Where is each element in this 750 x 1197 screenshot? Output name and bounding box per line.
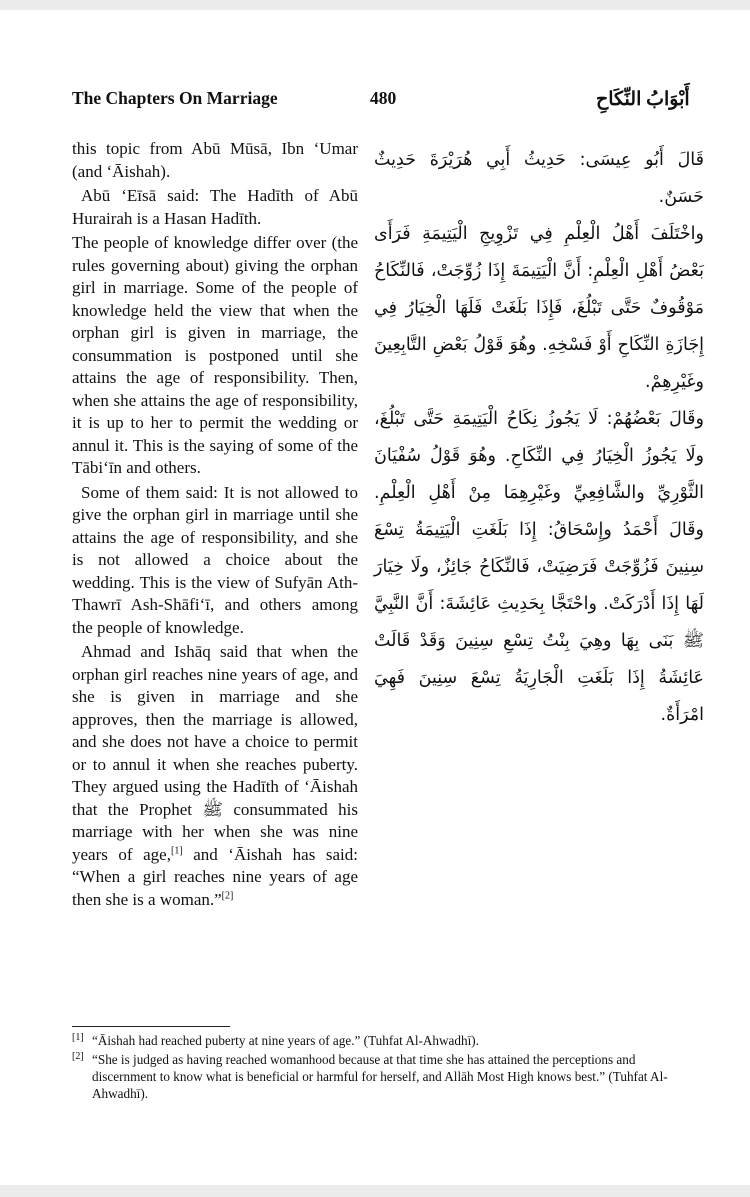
footnote-mark: [2]	[72, 1051, 84, 1062]
english-column	[72, 138, 358, 913]
english-paragraph: The people of knowledge differ over (the rules governing about) giving the orphan girl in marriage. Some of the people of knowledge held the view that when the orphan girl is given in marriage, the consummation is postponed until she attains the age of responsibility. Then, when she attains the age of responsibility, it is up to her to permit the wedding or annul it. This is the saying of some of the Tābi‘īn and others.	[72, 233, 358, 477]
english-paragraph: this topic from Abū Mūsā, Ibn ‘Umar (and ‘Āishah).	[72, 139, 358, 181]
footnote-text: “She is judged as having reached womanhood because at that time she has attained the perceptions and discernment to know what is beneficial or harmful for herself, and Allāh Most High knows best.” (Tuhfat Al-Ahwadhī).	[92, 1052, 668, 1101]
book-page	[0, 10, 750, 1185]
page-number: 480	[370, 88, 397, 108]
footnote	[72, 1051, 702, 1102]
arabic-paragraph: وقَالَ بَعْضُهُمْ: لَا يَجُوزُ نِكَاحُ الْيَتِيمَةِ حَتَّى تَبْلُغَ، ولَا يَجُوزُ الْخِيَارُ فِي النِّكَاحِ. وهُوَ قَوْلُ سُفْيَانَ الثَّوْرِيِّ والشَّافِعِيِّ وغَيْرِهِمَا مِنْ أَهْلِ الْعِلْمِ. وقَالَ أَحْمَدُ وإِسْحَاقُ: إِذَا بَلَغَتِ الْيَتِيمَةُ تِسْعَ سِنِينَ فَزُوِّجَتْ فَرَضِيَتْ، فَالنِّكَاحُ جَائِزٌ، ولَا خِيَارَ لَهَا إِذَا أَدْرَكَتْ. واحْتَجَّا بِحَدِيثِ عَائِشَةَ: أَنَّ النَّبِيَّ ﷺ بَنَى بِهَا وهِيَ بِنْتُ تِسْعِ سِنِينَ وَقَدْ قَالَتْ عَائِشَةُ إِذَا بَلَغَتِ الْجَارِيَةُ تِسْعَ سِنِينَ فَهِيَ امْرَأَةٌ.	[374, 409, 704, 725]
arabic-column	[374, 142, 704, 734]
footnote	[72, 1032, 702, 1049]
footnote-mark: [1]	[72, 1032, 84, 1043]
english-text: and ‘Āishah has said: “When a girl reaches nine years of age then she is a woman.”	[72, 844, 359, 909]
footnote-text: “Āishah had reached puberty at nine years of age.” (Tuhfat Al-Ahwadhī).	[92, 1033, 479, 1048]
english-paragraph: Abū ‘Eīsā said: The Hadīth of Abū Hurairah is a Hasan Hadīth.	[72, 186, 358, 228]
footnote-ref: [2]	[221, 889, 234, 901]
english-text: Ahmad and Ishāq said that when the orphan girl reaches nine years of age, and she is given in marriage and she approves, then the marriage is allowed, and she does not have a choice to permit or to annul it when she reaches puberty. They argued using the Hadīth of ‘Āishah that the Prophet ﷺ consummated his marriage with her when she was nine years of age,	[72, 642, 358, 864]
footnote-ref: [1]	[170, 844, 183, 856]
chapter-title-english: The Chapters On Marriage	[72, 88, 278, 108]
english-paragraph: Some of them said: It is not allowed to give the orphan girl in marriage until she attains the age of responsibility, and she is not allowed a choice about the wedding. This is the view of Sufyān Ath-Thawrī Ash-Shāfi‘ī, and others among the people of knowledge.	[72, 482, 358, 637]
arabic-paragraph: واخْتَلَفَ أَهْلُ الْعِلْمِ فِي تَزْوِيجِ الْيَتِيمَةِ فَرَأَى بَعْضُ أَهْلِ الْعِلْمِ: أَنَّ الْيَتِيمَةَ إِذَا زُوِّجَتْ، فَالنِّكَاحُ مَوْقُوفٌ حَتَّى تَبْلُغَ، فَإِذَا بَلَغَتْ فَلَهَا الْخِيَارُ فِي إِجَازَةِ النِّكَاحِ أَوْ فَسْخِهِ. وهُوَ قَوْلُ بَعْضِ التَّابِعِينَ وغَيْرِهِمْ.	[374, 224, 704, 392]
footnote-divider	[72, 1026, 230, 1027]
arabic-paragraph: قَالَ أَبُو عِيسَى: حَدِيثُ أَبِي هُرَيْرَةَ حَدِيثٌ حَسَنٌ.	[374, 150, 704, 207]
chapter-title-arabic: أَبْوَابُ النِّكَاحِ	[596, 89, 690, 110]
footnotes	[72, 1032, 702, 1104]
english-paragraph	[72, 641, 358, 911]
